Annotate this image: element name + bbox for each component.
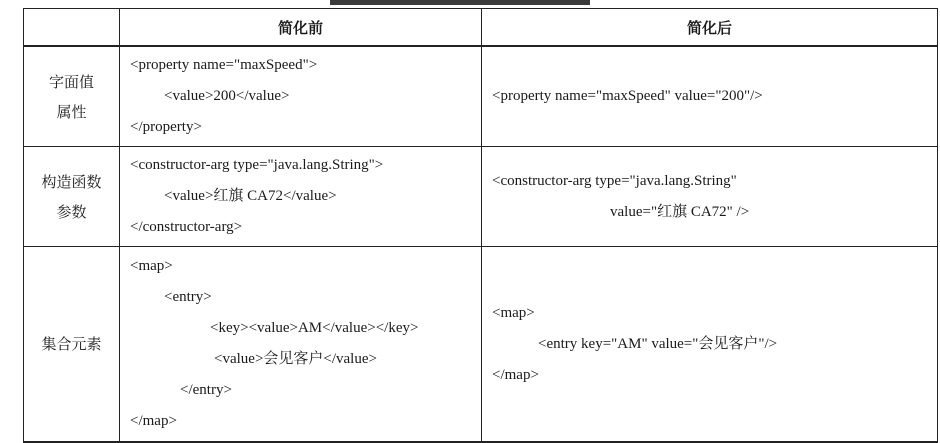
- before-code-literal: [120, 46, 482, 147]
- after-code-collection: [482, 247, 938, 443]
- code-line: <map>: [130, 258, 173, 274]
- table-row-constructor: [24, 147, 938, 247]
- code-line: <value>会见客户</value>: [214, 351, 377, 367]
- code-line: value="红旗 CA72" />: [610, 203, 750, 220]
- table-row-collection: [24, 247, 938, 443]
- row-label-line: 字面值: [48, 72, 94, 91]
- header-before: 简化前: [120, 9, 482, 47]
- after-code-constructor: [482, 147, 938, 247]
- code-line: <constructor-arg type="java.lang.String": [492, 172, 737, 189]
- row-label-line: 构造函数: [41, 172, 102, 191]
- row-label-line: 参数: [56, 202, 87, 221]
- code-line: <key><value>AM</value></key>: [210, 320, 419, 336]
- before-code-constructor: [120, 147, 482, 247]
- row-label-line: 属性: [56, 102, 87, 121]
- code-line: <entry key="AM" value="会见客户"/>: [538, 335, 778, 352]
- code-line: <property name="maxSpeed">: [130, 57, 318, 73]
- comparison-table: [23, 8, 938, 443]
- code-line: <map>: [492, 304, 535, 321]
- before-code-collection: [120, 247, 482, 443]
- header-row: [24, 9, 938, 47]
- code-line: <entry>: [164, 289, 212, 305]
- code-line: </map>: [492, 366, 539, 383]
- corner-cell: [24, 9, 120, 47]
- code-line: <value>200</value>: [164, 88, 290, 104]
- row-label-constructor: [24, 147, 120, 247]
- row-label-line: 集合元素: [41, 335, 102, 353]
- code-line: </constructor-arg>: [130, 219, 243, 235]
- code-line: <constructor-arg type="java.lang.String">: [130, 157, 384, 173]
- code-line: <property name="maxSpeed" value="200"/>: [492, 88, 763, 104]
- code-line: </property>: [130, 119, 202, 135]
- caption-strip: [330, 0, 590, 5]
- code-line: <value>红旗 CA72</value>: [164, 188, 337, 204]
- code-line: </map>: [130, 413, 177, 429]
- table-row-literal: [24, 46, 938, 147]
- code-line: </entry>: [180, 382, 232, 398]
- row-label-collection: [24, 247, 120, 443]
- row-label-literal: [24, 46, 120, 147]
- header-after: 简化后: [482, 9, 938, 47]
- after-code-literal: [482, 46, 938, 147]
